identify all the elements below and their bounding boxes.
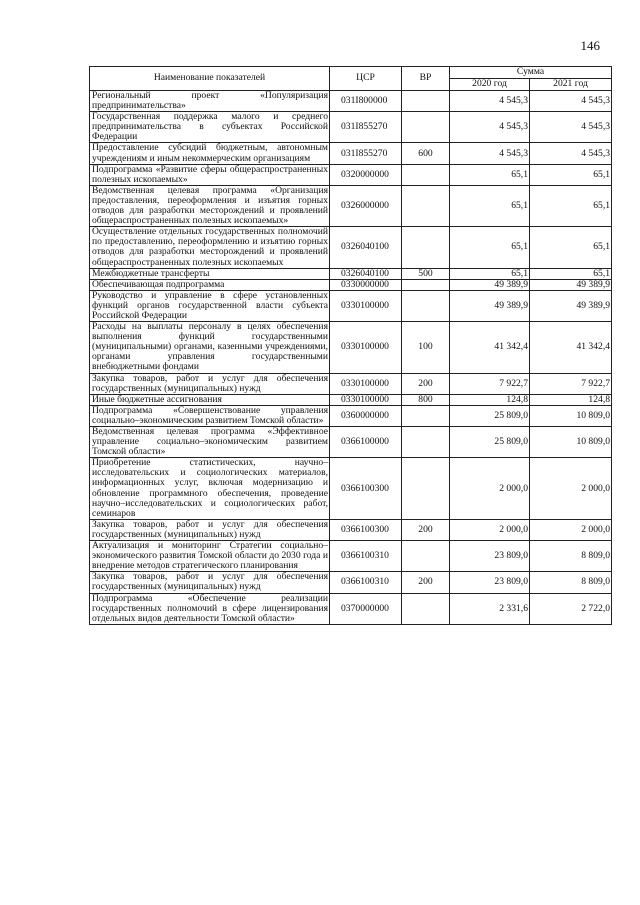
row-sum-2020-cell: 4 545,3 xyxy=(450,91,530,112)
row-vr-cell: 500 xyxy=(402,268,450,279)
table-row xyxy=(90,394,612,405)
row-name-cell: Осуществление отдельных государственных полномочий по предоставлению, переоформлению и изъятию горных отводов для разработки месторождений и проявлений общераспространенных полезных ископаемых xyxy=(90,227,330,268)
row-sum-2021-cell: 2 722,0 xyxy=(530,593,612,624)
row-sum-2021-cell: 4 545,3 xyxy=(530,112,612,143)
header-csr: ЦСР xyxy=(330,67,402,91)
row-sum-2020-cell: 7 922,7 xyxy=(450,373,530,394)
row-vr-cell xyxy=(402,91,450,112)
table-row xyxy=(90,227,612,268)
row-vr-cell: 200 xyxy=(402,373,450,394)
row-vr-cell xyxy=(402,279,450,290)
row-csr-cell: 0370000000 xyxy=(330,593,402,624)
row-name-cell: Руководство и управление в сфере установленных функций органов государственной власти субъекта Российской Федерации xyxy=(90,290,330,321)
row-csr-cell: 0366100310 xyxy=(330,572,402,593)
table-row xyxy=(90,268,612,279)
row-csr-cell: 0366100310 xyxy=(330,541,402,572)
row-vr-cell xyxy=(402,227,450,268)
row-name-cell: Обеспечивающая подпрограмма xyxy=(90,279,330,290)
row-vr-cell xyxy=(402,112,450,143)
row-vr-cell: 600 xyxy=(402,143,450,164)
row-sum-2021-cell: 49 389,9 xyxy=(530,290,612,321)
row-sum-2020-cell: 2 000,0 xyxy=(450,519,530,540)
row-sum-2021-cell: 2 000,0 xyxy=(530,458,612,520)
table-row xyxy=(90,541,612,572)
row-name-cell: Ведомственная целевая программа «Эффективное управление социально–экономическим развитием Томской области» xyxy=(90,427,330,458)
row-csr-cell: 0326000000 xyxy=(330,185,402,226)
row-name-cell: Закупка товаров, работ и услуг для обеспечения государственных (муниципальных) нужд xyxy=(90,572,330,593)
header-name: Наименование показателей xyxy=(90,67,330,91)
row-vr-cell xyxy=(402,458,450,520)
row-name-cell: Ведомственная целевая программа «Организация предоставления, переоформления и изъятия горных отводов для разработки месторождений и проявлений общераспространенных полезных ископаемых» xyxy=(90,185,330,226)
row-sum-2020-cell: 2 000,0 xyxy=(450,458,530,520)
row-sum-2021-cell: 2 000,0 xyxy=(530,519,612,540)
row-sum-2020-cell: 49 389,9 xyxy=(450,290,530,321)
row-name-cell: Подпрограмма «Развитие сферы общераспространенных полезных ископаемых» xyxy=(90,164,330,185)
table-row xyxy=(90,427,612,458)
table-row xyxy=(90,593,612,624)
table-row xyxy=(90,405,612,426)
row-name-cell: Подпрограмма «Совершенствование управления социально–экономическим развитием Томской области» xyxy=(90,405,330,426)
row-sum-2021-cell: 65,1 xyxy=(530,185,612,226)
row-name-cell: Приобретение статистических, научно–исследовательских и социологических материалов, информационных услуг, включая модернизацию и обновление программного обеспечения, проведение научно–исследовательских и социологических работ, семинаров xyxy=(90,458,330,520)
row-vr-cell xyxy=(402,593,450,624)
row-sum-2021-cell: 10 809,0 xyxy=(530,405,612,426)
row-csr-cell: 031I855270 xyxy=(330,112,402,143)
row-sum-2020-cell: 23 809,0 xyxy=(450,541,530,572)
row-name-cell: Государственная поддержка малого и среднего предпринимательства в субъектах Российской Федерации xyxy=(90,112,330,143)
table-body xyxy=(90,91,612,625)
row-csr-cell: 0326040100 xyxy=(330,227,402,268)
row-csr-cell: 0330100000 xyxy=(330,322,402,373)
row-sum-2021-cell: 124,8 xyxy=(530,394,612,405)
row-vr-cell: 200 xyxy=(402,519,450,540)
row-sum-2021-cell: 65,1 xyxy=(530,268,612,279)
row-sum-2020-cell: 65,1 xyxy=(450,227,530,268)
row-sum-2020-cell: 23 809,0 xyxy=(450,572,530,593)
row-csr-cell: 0330100000 xyxy=(330,373,402,394)
row-name-cell: Иные бюджетные ассигнования xyxy=(90,394,330,405)
row-csr-cell: 0330000000 xyxy=(330,279,402,290)
header-year-2020: 2020 год xyxy=(450,79,530,91)
table-row xyxy=(90,279,612,290)
row-sum-2020-cell: 4 545,3 xyxy=(450,143,530,164)
row-sum-2021-cell: 65,1 xyxy=(530,164,612,185)
row-name-cell: Закупка товаров, работ и услуг для обеспечения государственных (муниципальных) нужд xyxy=(90,519,330,540)
row-csr-cell: 0326040100 xyxy=(330,268,402,279)
row-sum-2020-cell: 65,1 xyxy=(450,164,530,185)
row-sum-2021-cell: 7 922,7 xyxy=(530,373,612,394)
page-number: 146 xyxy=(580,38,600,53)
row-sum-2020-cell: 124,8 xyxy=(450,394,530,405)
row-csr-cell: 0320000000 xyxy=(330,164,402,185)
row-name-cell: Подпрограмма «Обеспечение реализации государственных полномочий в сфере лицензирования отдельных видов деятельности Томской области» xyxy=(90,593,330,624)
row-vr-cell xyxy=(402,164,450,185)
row-sum-2020-cell: 49 389,9 xyxy=(450,279,530,290)
row-sum-2020-cell: 25 809,0 xyxy=(450,405,530,426)
row-vr-cell: 200 xyxy=(402,572,450,593)
row-csr-cell: 0360000000 xyxy=(330,405,402,426)
row-csr-cell: 0330100000 xyxy=(330,290,402,321)
table-row xyxy=(90,164,612,185)
table-row xyxy=(90,572,612,593)
row-sum-2020-cell: 41 342,4 xyxy=(450,322,530,373)
row-sum-2020-cell: 65,1 xyxy=(450,268,530,279)
row-sum-2020-cell: 2 331,6 xyxy=(450,593,530,624)
header-vr: ВР xyxy=(402,67,450,91)
header-sum: Сумма xyxy=(450,67,612,79)
row-vr-cell xyxy=(402,290,450,321)
row-vr-cell xyxy=(402,405,450,426)
row-sum-2021-cell: 10 809,0 xyxy=(530,427,612,458)
table-row xyxy=(90,322,612,373)
row-sum-2021-cell: 4 545,3 xyxy=(530,91,612,112)
row-sum-2021-cell: 65,1 xyxy=(530,227,612,268)
row-csr-cell: 031I800000 xyxy=(330,91,402,112)
row-vr-cell: 800 xyxy=(402,394,450,405)
row-name-cell: Закупка товаров, работ и услуг для обеспечения государственных (муниципальных) нужд xyxy=(90,373,330,394)
row-vr-cell xyxy=(402,427,450,458)
row-sum-2020-cell: 65,1 xyxy=(450,185,530,226)
table-row xyxy=(90,373,612,394)
row-csr-cell: 0366100300 xyxy=(330,458,402,520)
table-row xyxy=(90,458,612,520)
table-row xyxy=(90,112,612,143)
row-csr-cell: 031I855270 xyxy=(330,143,402,164)
row-sum-2020-cell: 25 809,0 xyxy=(450,427,530,458)
row-name-cell: Предоставление субсидий бюджетным, автономным учреждениям и иным некоммерческим организациям xyxy=(90,143,330,164)
row-sum-2021-cell: 4 545,3 xyxy=(530,143,612,164)
row-csr-cell: 0330100000 xyxy=(330,394,402,405)
row-vr-cell xyxy=(402,185,450,226)
row-name-cell: Расходы на выплаты персоналу в целях обеспечения выполнения функций государственными (муниципальными) органами, казенными учреждениями, органами управления государственными внебюджетными фондами xyxy=(90,322,330,373)
row-name-cell: Актуализация и мониторинг Стратегии социально–экономического развития Томской области до 2030 года и внедрение методов стратегического планирования xyxy=(90,541,330,572)
table-row xyxy=(90,185,612,226)
row-name-cell: Межбюджетные трансферты xyxy=(90,268,330,279)
row-vr-cell: 100 xyxy=(402,322,450,373)
row-sum-2021-cell: 49 389,9 xyxy=(530,279,612,290)
table-row xyxy=(90,290,612,321)
header-year-2021: 2021 год xyxy=(530,79,612,91)
row-vr-cell xyxy=(402,541,450,572)
table-row xyxy=(90,143,612,164)
budget-table xyxy=(89,66,612,625)
row-csr-cell: 0366100000 xyxy=(330,427,402,458)
row-name-cell: Региональный проект «Популяризация предпринимательства» xyxy=(90,91,330,112)
row-sum-2021-cell: 41 342,4 xyxy=(530,322,612,373)
table-row xyxy=(90,519,612,540)
row-sum-2021-cell: 8 809,0 xyxy=(530,572,612,593)
row-csr-cell: 0366100300 xyxy=(330,519,402,540)
table-row xyxy=(90,91,612,112)
row-sum-2020-cell: 4 545,3 xyxy=(450,112,530,143)
row-sum-2021-cell: 8 809,0 xyxy=(530,541,612,572)
